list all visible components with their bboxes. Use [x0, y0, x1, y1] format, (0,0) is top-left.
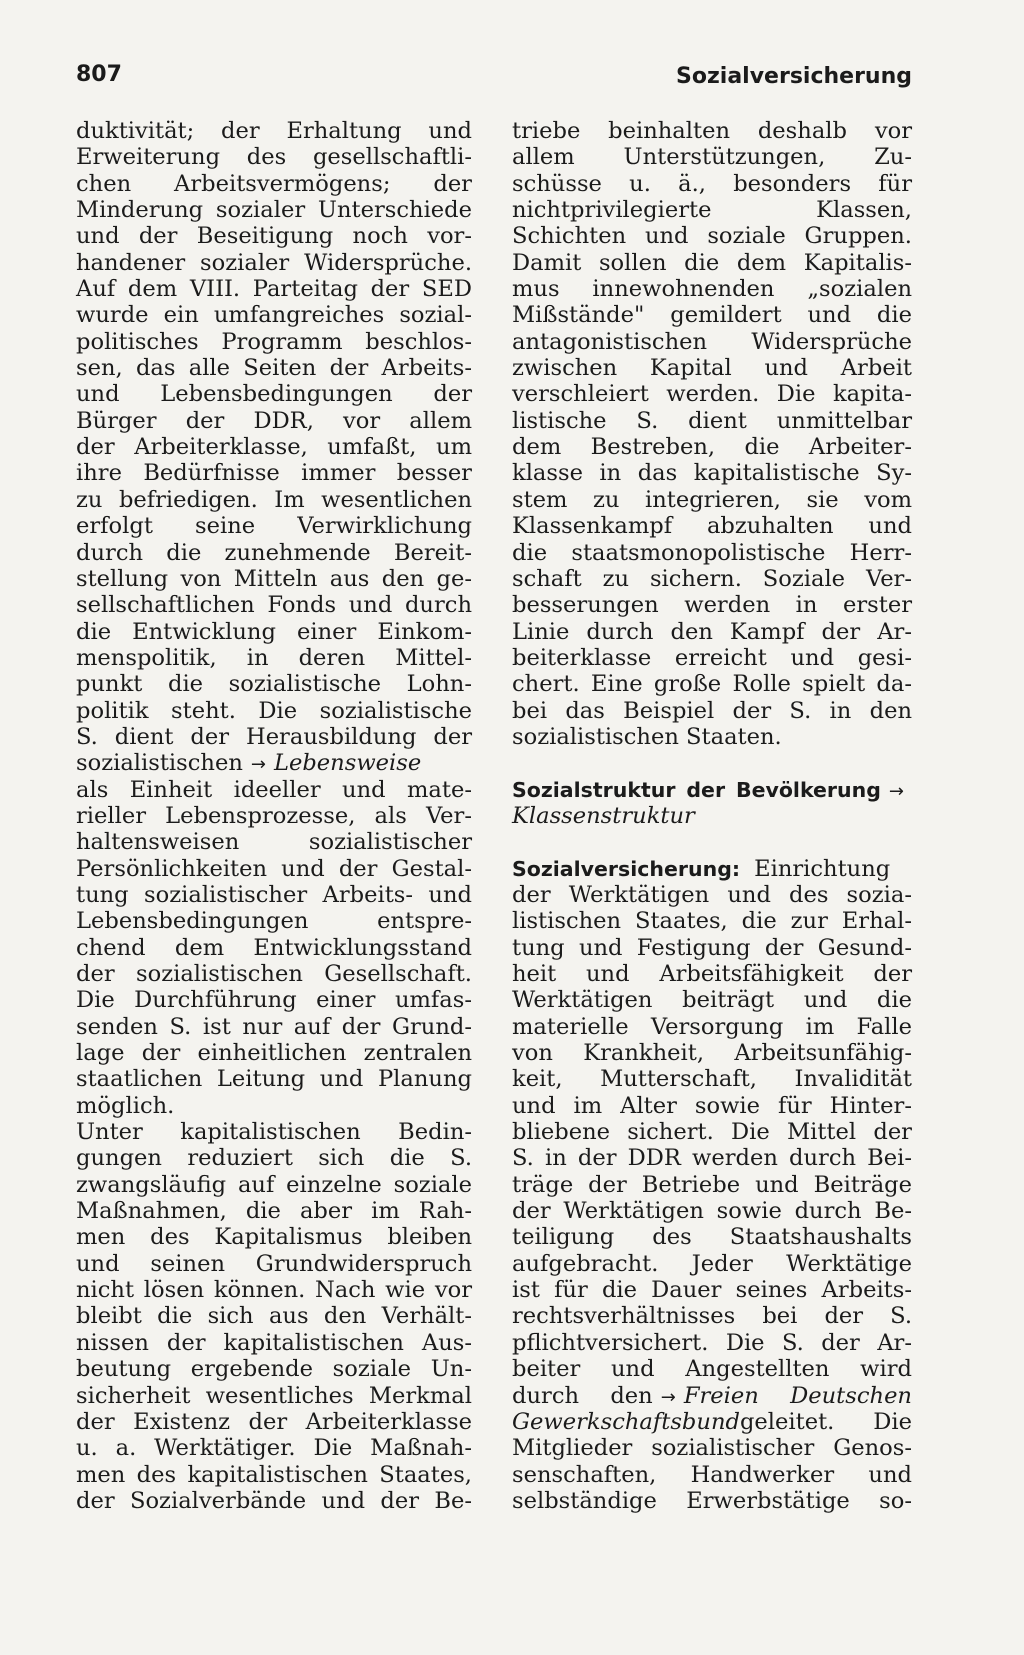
text-line: die staatsmonopolistische Herr-	[512, 539, 912, 566]
link-freien-deutschen[interactable]: Freien Deutschen	[683, 1382, 912, 1409]
text-line: politik steht. Die sozialistische	[76, 697, 472, 724]
text-line: Lebensbedingungen entspre-	[76, 908, 472, 935]
text-line: triebe beinhalten deshalb vor	[512, 118, 912, 144]
text-line: Schichten und soziale Gruppen.	[512, 223, 912, 250]
text-line: beutung ergebende soziale Un-	[76, 1356, 472, 1383]
text-line: S. dient der Herausbildung der	[76, 723, 472, 750]
text-line-fdgb-2	[512, 1409, 912, 1435]
text-line: senden S. ist nur auf der Grund-	[76, 1013, 472, 1040]
text-line: listischen Staates, die zur Erhal-	[512, 908, 912, 935]
text-line: Werktätigen beiträgt und die	[512, 987, 912, 1014]
text-line: zwischen Kapital und Arbeit	[512, 355, 912, 382]
text-line: haltensweisen sozialistischer	[76, 829, 472, 856]
entry-term: Sozialstruktur der Bevölkerung	[512, 777, 881, 802]
text-line: ist für die Dauer seines Arbeits-	[512, 1277, 912, 1304]
text-line: keit, Mutterschaft, Invalidität	[512, 1066, 912, 1093]
text-line: tung sozialistischer Arbeits- und	[76, 881, 472, 908]
text-line: S. in der DDR werden durch Bei-	[512, 1145, 912, 1172]
link-lebensweise[interactable]: Lebensweise	[273, 750, 422, 777]
text-line: Mißstände" gemildert und die	[512, 302, 912, 329]
text-line: träge der Betriebe und Beiträge	[512, 1171, 912, 1198]
arrow-icon: →	[888, 780, 904, 802]
text-line: lage der einheitlichen zentralen	[76, 1040, 472, 1067]
text-line: durch die zunehmende Bereit-	[76, 539, 472, 566]
text-line: materielle Versorgung im Falle	[512, 1013, 912, 1040]
text-line: rieller Lebensprozesse, als Ver-	[76, 802, 472, 829]
page-number: 807	[76, 62, 122, 87]
text-line: duktivität; der Erhaltung und	[76, 118, 472, 144]
entry-heading-sozialstruktur	[512, 777, 912, 803]
text-line: Linie durch den Kampf der Ar-	[512, 618, 912, 645]
text-line: stellung von Mitteln aus den ge-	[76, 565, 472, 592]
text-line: allem Unterstützungen, Zu-	[512, 144, 912, 171]
text-fragment: geleitet. Die	[739, 1408, 912, 1435]
text-line: men des kapitalistischen Staates,	[76, 1461, 472, 1488]
text-line: Persönlichkeiten und der Gestal-	[76, 855, 472, 882]
text-line: sen, das alle Seiten der Arbeits-	[76, 355, 472, 382]
text-line: Erweiterung des gesellschaftli-	[76, 144, 472, 171]
text-line: der Arbeiterklasse, umfaßt, um	[76, 434, 472, 461]
text-line: Bürger der DDR, vor allem	[76, 407, 472, 434]
text-line: nissen der kapitalistischen Aus-	[76, 1329, 472, 1356]
text-line: Maßnahmen, die aber im Rah-	[76, 1198, 472, 1225]
text-line: Unter kapitalistischen Bedin-	[76, 1119, 472, 1146]
text-line: stem zu integrieren, sie vom	[512, 486, 912, 513]
text-line: zu befriedigen. Im wesentlichen	[76, 486, 472, 513]
text-line: der Werktätigen und des sozia-	[512, 881, 912, 908]
text-line: senschaften, Handwerker und	[512, 1461, 912, 1488]
text-line: und der Beseitigung noch vor-	[76, 223, 472, 250]
text-line: chend dem Entwicklungsstand	[76, 934, 472, 961]
text-line: wurde ein umfangreiches sozial-	[76, 302, 472, 329]
arrow-icon: →	[250, 754, 266, 776]
link-klassenstruktur[interactable]: Klassenstruktur	[512, 802, 695, 829]
text-line: politisches Programm beschlos-	[76, 328, 472, 355]
text-line: punkt die sozialistische Lohn-	[76, 671, 472, 698]
text-line: nicht lösen können. Nach wie vor	[76, 1277, 472, 1304]
running-title: Sozialversicherung	[676, 64, 912, 89]
text-line: Minderung sozialer Unterschiede	[76, 197, 472, 224]
text-line: handener sozialer Widersprüche.	[76, 249, 472, 276]
text-line: bei das Beispiel der S. in den	[512, 697, 912, 724]
text-line: Klassenkampf abzuhalten und	[512, 513, 912, 540]
text-line: die Entwicklung einer Einkom-	[76, 618, 472, 645]
entry-term: Sozialversicherung:	[512, 856, 741, 881]
text-line: beiter und Angestellten wird	[512, 1356, 912, 1383]
text-line: schaft zu sichern. Soziale Ver-	[512, 565, 912, 592]
text-line: besserungen werden in erster	[512, 592, 912, 619]
text-line-fdgb	[512, 1383, 912, 1409]
text-line: als Einheit ideeller und mate-	[76, 776, 472, 803]
right-column	[512, 118, 912, 1514]
text-line: Damit sollen die dem Kapitalis-	[512, 249, 912, 276]
text-line: Auf dem VIII. Parteitag der SED	[76, 276, 472, 303]
left-column	[76, 118, 472, 1514]
text-line: der Sozialverbände und der Be-	[76, 1487, 472, 1514]
text-line: menspolitik, in deren Mittel-	[76, 644, 472, 671]
text-fragment: durch den	[512, 1382, 653, 1409]
text-line: erfolgt seine Verwirklichung	[76, 513, 472, 540]
text-line: antagonistischen Widersprüche	[512, 328, 912, 355]
text-line: schüsse u. ä., besonders für	[512, 170, 912, 197]
text-line: von Krankheit, Arbeitsunfähig-	[512, 1040, 912, 1067]
link-gewerkschaftsbund[interactable]: Gewerkschaftsbund	[512, 1408, 740, 1435]
text-line: dem Bestreben, die Arbeiter-	[512, 434, 912, 461]
text-line: bleibt die sich aus den Verhält-	[76, 1303, 472, 1330]
text-line: sellschaftlichen Fonds und durch	[76, 592, 472, 619]
text-line: rechtsverhältnisses bei der S.	[512, 1303, 912, 1330]
text-line: pflichtversichert. Die S. der Ar-	[512, 1329, 912, 1356]
text-line: Die Durchführung einer umfas-	[76, 987, 472, 1014]
text-line: der Existenz der Arbeiterklasse	[76, 1408, 472, 1435]
text-line: möglich.	[76, 1092, 175, 1119]
text-line: sicherheit wesentliches Merkmal	[76, 1382, 472, 1409]
text-line: selbständige Erwerbstätige so-	[512, 1487, 912, 1514]
text-fragment: Einrichtung	[754, 855, 891, 882]
text-line: mus innewohnenden „sozialen	[512, 276, 912, 303]
text-line: listische S. dient unmittelbar	[512, 407, 912, 434]
entry-heading-sozialversicherung	[512, 856, 912, 882]
text-line: und im Alter sowie für Hinter-	[512, 1092, 912, 1119]
text-line: der sozialistischen Gesellschaft.	[76, 961, 472, 987]
text-line: bliebene sichert. Die Mittel der	[512, 1119, 912, 1146]
text-line: u. a. Werktätiger. Die Maßnah-	[76, 1435, 472, 1462]
text-line: tung und Festigung der Gesund-	[512, 934, 912, 961]
text-line-lebensweise	[76, 750, 472, 776]
text-line: aufgebracht. Jeder Werktätige	[512, 1250, 912, 1277]
text-line: chert. Eine große Rolle spielt da-	[512, 671, 912, 698]
text-line: men des Kapitalismus bleiben	[76, 1224, 472, 1251]
text-line: gungen reduziert sich die S.	[76, 1145, 472, 1172]
text-fragment: sozialistischen	[76, 750, 243, 777]
text-line: ihre Bedürfnisse immer besser	[76, 460, 472, 487]
text-line: und Lebensbedingungen der	[76, 381, 472, 408]
text-line: heit und Arbeitsfähigkeit der	[512, 961, 912, 987]
text-line: staatlichen Leitung und Planung	[76, 1066, 472, 1093]
text-line: der Werktätigen sowie durch Be-	[512, 1198, 912, 1225]
text-line: klasse in das kapitalistische Sy-	[512, 460, 912, 487]
text-line: verschleiert werden. Die kapita-	[512, 381, 912, 408]
arrow-icon: →	[660, 1386, 676, 1408]
text-line: nichtprivilegierte Klassen,	[512, 197, 912, 224]
text-line: und seinen Grundwiderspruch	[76, 1250, 472, 1277]
text-line: zwangsläufig auf einzelne soziale	[76, 1171, 472, 1198]
text-line: teiligung des Staatshaushalts	[512, 1224, 912, 1251]
text-line: Mitglieder sozialistischer Genos-	[512, 1435, 912, 1462]
text-line: beiterklasse erreicht und gesi-	[512, 644, 912, 671]
text-line: chen Arbeitsvermögens; der	[76, 170, 472, 197]
text-line: sozialistischen Staaten.	[512, 723, 782, 750]
